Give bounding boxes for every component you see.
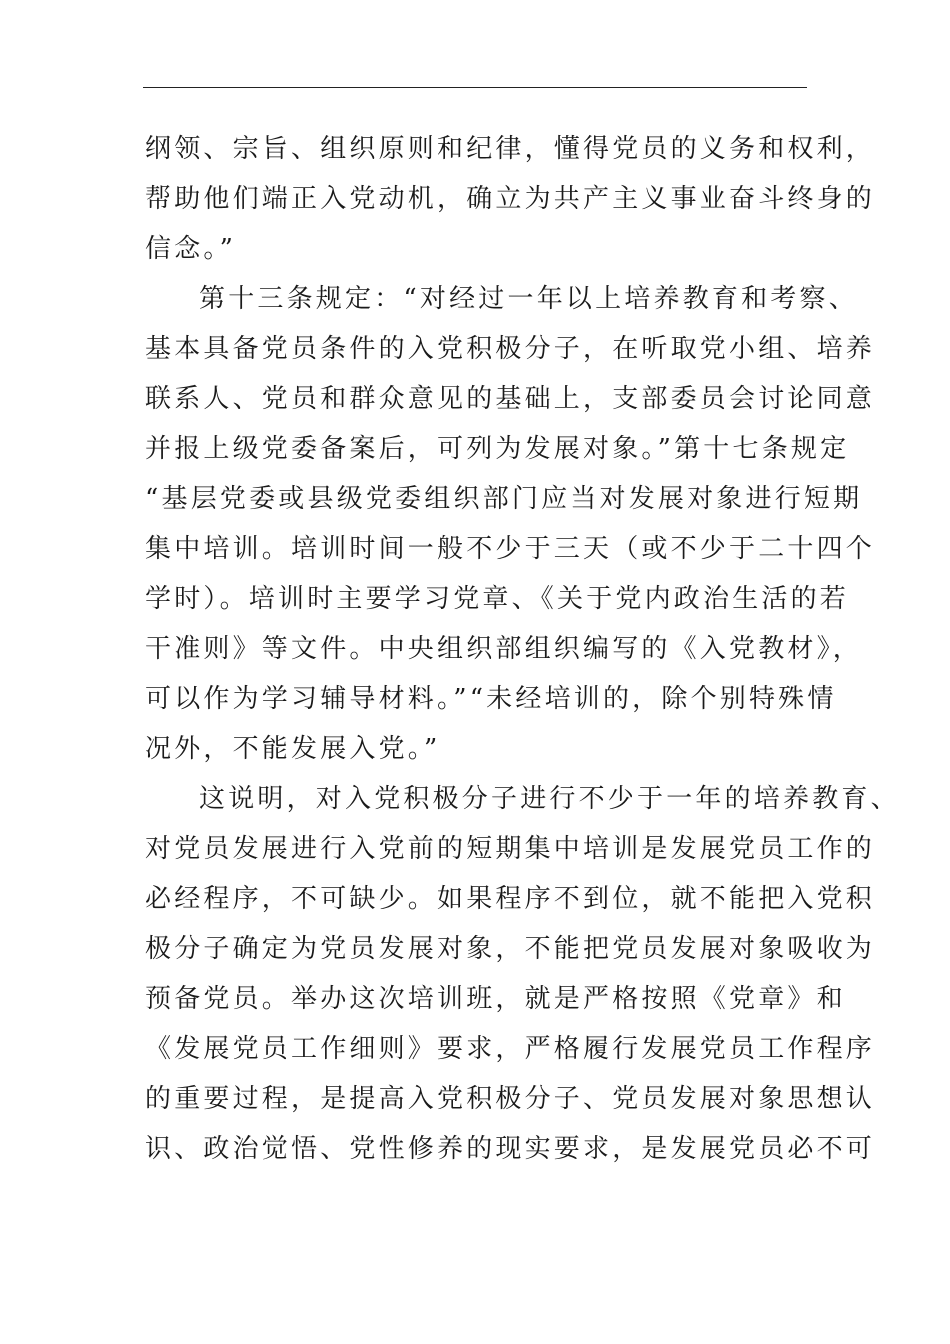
text-line-9: 集中培训。培训时间一般不少于三天（或不少于二十四个 [145, 534, 876, 564]
header-rule [143, 87, 807, 88]
text-line-21: 识、政治觉悟、党性修养的现实要求，是发展党员必不可 [145, 1134, 876, 1164]
text-line-8: “基层党委或县级党委组织部门应当对发展对象进行短期 [145, 484, 863, 514]
text-line-5: 基本具备党员条件的入党积极分子，在听取党小组、培养 [145, 334, 876, 364]
paragraph-start-explanation: 这说明，对入党积极分子进行不少于一年的培养教育、 [199, 784, 900, 814]
paragraph-start-article-13: 第十三条规定：“对经过一年以上培养教育和考察、 [199, 284, 858, 314]
text-line-6: 联系人、党员和群众意见的基础上，支部委员会讨论同意 [145, 384, 876, 414]
document-body [145, 124, 900, 1174]
text-line-2: 帮助他们端正入党动机，确立为共产主义事业奋斗终身的 [145, 184, 876, 214]
text-line-3: 信念。” [145, 234, 237, 264]
text-line-10: 学时）。培训时主要学习党章、《关于党内政治生活的若 [145, 584, 850, 614]
text-line-13: 况外，不能发展入党。” [145, 734, 441, 764]
text-line-15: 对党员发展进行入党前的短期集中培训是发展党员工作的 [145, 834, 876, 864]
text-line-16: 必经程序，不可缺少。如果程序不到位，就不能把入党积 [145, 884, 876, 914]
text-line-17: 极分子确定为党员发展对象，不能把党员发展对象吸收为 [145, 934, 876, 964]
text-line-19: 《发展党员工作细则》要求，严格履行发展党员工作程序 [145, 1034, 876, 1064]
text-line-12: 可以作为学习辅导材料。”“未经培训的，除个别特殊情 [145, 684, 837, 714]
text-line-7: 并报上级党委备案后，可列为发展对象。”第十七条规定 [145, 434, 850, 464]
text-line-11: 干准则》等文件。中央组织部组织编写的《入党教材》， [145, 634, 863, 664]
text-line-20: 的重要过程，是提高入党积极分子、党员发展对象思想认 [145, 1084, 876, 1114]
text-line-18: 预备党员。举办这次培训班，就是严格按照《党章》和 [145, 984, 846, 1014]
text-line-1: 纲领、宗旨、组织原则和纪律，懂得党员的义务和权利， [145, 134, 876, 164]
